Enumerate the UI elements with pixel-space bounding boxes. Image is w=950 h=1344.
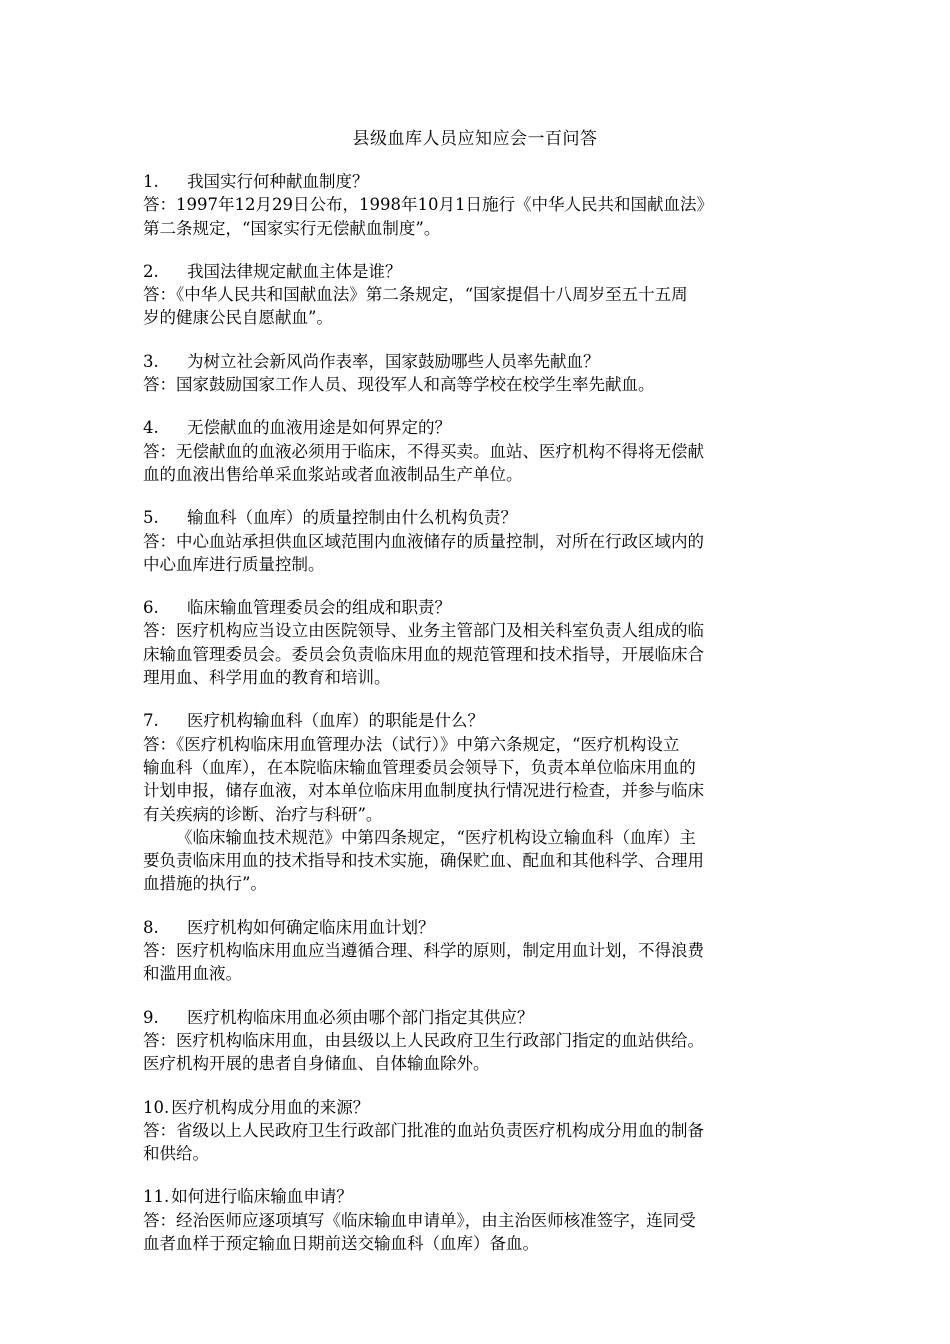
question-line [143, 1185, 808, 1208]
question-number: 7. [143, 711, 159, 731]
answer-line: 答：医疗机构临床用血，由县级以上人民政府卫生行政部门指定的血站供给。 [143, 1030, 704, 1050]
answer-line: 答：医疗机构应当设立由医院领导、业务主管部门及相关科室负责人组成的临 [143, 621, 704, 641]
answer-line: 答：无偿献血的血液必须用于临床，不得买卖。血站、医疗机构不得将无偿献 [143, 441, 704, 461]
question-number: 11. [143, 1187, 170, 1207]
answer-line: 答：1997年12月29日公布，1998年10月1日施行《中华人民共和国献血法》 [143, 195, 713, 215]
answer-line: 输血科（血库），在本院临床输血管理委员会领导下，负责本单位临床用血的 [143, 757, 696, 777]
answer-line: 答：《中华人民共和国献血法》第二条规定，“国家提倡十八周岁至五十五周 [143, 285, 688, 305]
question-number: 9. [143, 1007, 159, 1027]
answer-line: 答：省级以上人民政府卫生行政部门批准的血站负责医疗机构成分用血的制备 [143, 1120, 704, 1140]
question-text: 临床输血管理委员会的组成和职责？ [187, 598, 451, 618]
answer-line: 理用血、科学用血的教育和培训。 [143, 668, 391, 688]
question-text: 我国法律规定献血主体是谁？ [187, 261, 402, 281]
question-line [143, 709, 808, 732]
qa-item [143, 916, 808, 986]
question-number: 1. [143, 172, 159, 191]
answer-line: 答：中心血站承担供血区域范围内血液储存的质量控制，对所在行政区域内的 [143, 531, 704, 551]
answer-line: 计划申报，储存血液，对本单位临床用血制度执行情况进行检查，并参与临床 [143, 781, 704, 801]
qa-item [143, 506, 808, 576]
question-text: 医疗机构如何确定临床用血计划？ [187, 917, 435, 937]
question-line [143, 350, 808, 373]
question-text: 无偿献血的血液用途是如何界定的？ [187, 418, 451, 438]
question-text: 医疗机构成分用血的来源？ [171, 1097, 370, 1117]
question-line [143, 416, 808, 439]
question-text: 医疗机构临床用血必须由哪个部门指定其供应？ [187, 1007, 534, 1027]
qa-item [143, 416, 808, 486]
question-number: 2. [143, 261, 159, 281]
question-line [143, 596, 808, 619]
qa-item [143, 709, 808, 895]
question-number: 3. [143, 351, 159, 371]
qa-item [143, 596, 808, 689]
qa-item [143, 170, 808, 240]
answer-line: 答：国家鼓励国家工作人员、现役军人和高等学校在校学生率先献血。 [143, 375, 655, 395]
question-line [143, 506, 808, 529]
qa-item [143, 1185, 808, 1255]
question-number: 10. [143, 1097, 170, 1117]
question-text: 我国实行何种献血制度？ [187, 172, 369, 191]
answer-line: 床输血管理委员会。委员会负责临床用血的规范管理和技术指导，开展临床合 [143, 644, 704, 664]
answer-line: 有关疾病的诊断、治疗与科研”。 [143, 804, 383, 824]
answer-line: 和供给。 [143, 1144, 209, 1164]
document-title: 县级血库人员应知应会一百问答 [352, 129, 598, 149]
answer-line: 第二条规定，“国家实行无偿献血制度”。 [143, 218, 441, 238]
answer-paragraph-line: 《临床输血技术规范》中第四条规定，“医疗机构设立输血科（血库）主 [176, 827, 696, 847]
question-number: 8. [143, 917, 159, 937]
question-number: 5. [143, 508, 159, 528]
question-text: 如何进行临床输血申请？ [171, 1187, 353, 1207]
answer-line: 医疗机构开展的患者自身储血、自体输血除外。 [143, 1054, 490, 1074]
question-line [143, 1006, 808, 1029]
answer-line: 岁的健康公民自愿献血”。 [143, 308, 333, 328]
question-line [143, 1096, 808, 1119]
question-line [143, 916, 808, 939]
question-number: 4. [143, 418, 159, 438]
answer-line: 中心血库进行质量控制。 [143, 554, 325, 574]
qa-item [143, 260, 808, 330]
answer-line: 答：《医疗机构临床用血管理办法（试行）》中第六条规定，“医疗机构设立 [143, 734, 680, 754]
question-number: 6. [143, 598, 159, 618]
qa-list [143, 170, 808, 1275]
question-text: 输血科（血库）的质量控制由什么机构负责？ [187, 508, 517, 528]
qa-item [143, 1006, 808, 1076]
question-text: 医疗机构输血科（血库）的职能是什么？ [187, 711, 484, 731]
answer-line: 答：医疗机构临床用血应当遵循合理、科学的原则，制定用血计划，不得浪费 [143, 941, 704, 961]
question-line [143, 170, 808, 193]
question-line [143, 260, 808, 283]
qa-item [143, 1096, 808, 1166]
answer-line: 血措施的执行”。 [143, 874, 267, 894]
answer-line: 和滥用血液。 [143, 964, 242, 984]
answer-line: 血的血液出售给单采血浆站或者血液制品生产单位。 [143, 464, 523, 484]
qa-item [143, 350, 808, 397]
question-text: 为树立社会新风尚作表率，国家鼓励哪些人员率先献血？ [187, 351, 600, 371]
answer-line: 要负责临床用血的技术指导和技术实施，确保贮血、配血和其他科学、合理用 [143, 851, 704, 871]
answer-line: 答：经治医师应逐项填写《临床输血申请单》，由主治医师核准签字，连同受 [143, 1210, 696, 1230]
answer-line: 血者血样于预定输血日期前送交输血科（血库）备血。 [143, 1233, 539, 1253]
